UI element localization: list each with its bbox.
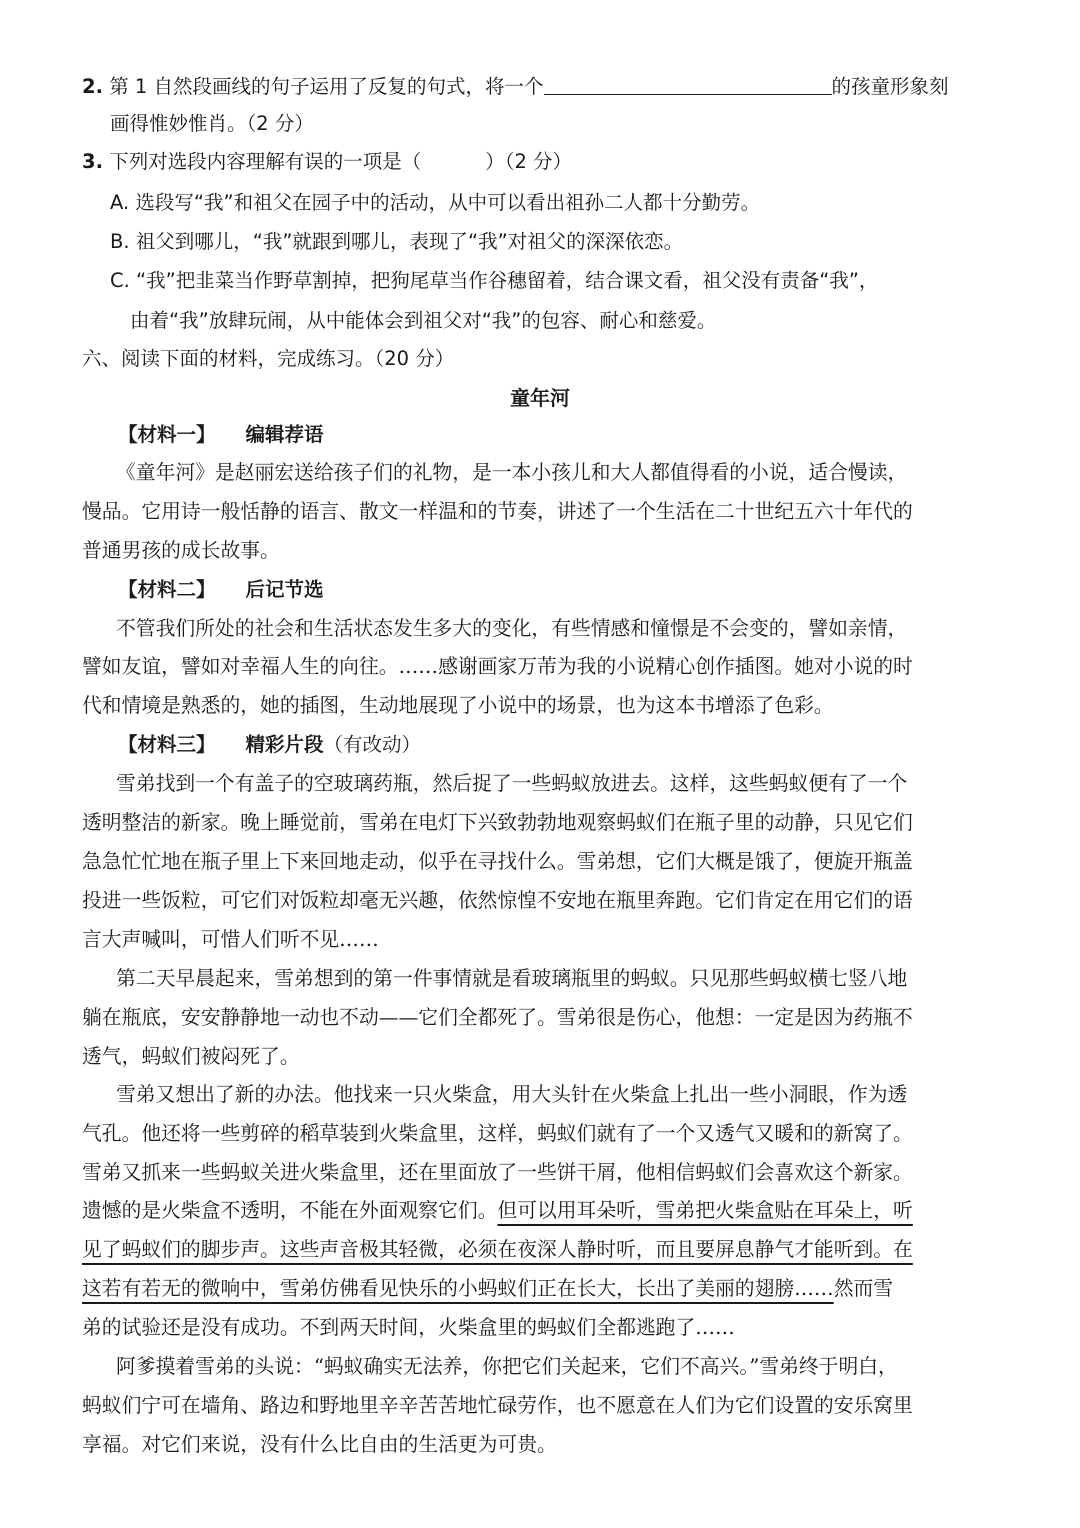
material3-p4-line: 蚂蚁们宁可在墙角、路边和野地里辛辛苦苦地忙碌劳作，也不愿意在人们为它们设置的安乐窝里 [82, 1394, 913, 1417]
material1-label: 【材料一】 [118, 423, 216, 446]
material3-p3-line [82, 1236, 913, 1264]
underlined-sentence: 但可以用耳朵听，雪弟把火柴盒贴在耳朵上，听 [497, 1199, 913, 1222]
underlined-sentence: 见了蚂蚁们的脚步声。这些声音极其轻微，必须在夜深人静时听，而且要屏息静气才能听到。在 [82, 1238, 913, 1261]
material3-p1-line: 急急忙忙地在瓶子里上下来回地走动，似乎在寻找什么。雪弟想，它们大概是饿了，便旋开瓶盖 [82, 850, 913, 873]
underlined-sentence: 这若有若无的微响中，雪弟仿佛看见快乐的小蚂蚁们正在长大，长出了美丽的翅膀…… [82, 1277, 834, 1300]
material1-line: 慢品。它用诗一般恬静的语言、散文一样温和的节奏，讲述了一个生活在二十世纪五六十年代的 [82, 500, 913, 523]
material1-subtitle: 编辑荐语 [245, 423, 324, 446]
q3-stem-after: ）（2 分） [485, 150, 573, 173]
q3-number: 3. [82, 150, 103, 173]
section6-heading: 六、阅读下面的材料，完成练习。（20 分） [82, 347, 455, 370]
q3-stem-before: 下列对选段内容理解有误的一项是（ [109, 150, 422, 173]
material3-p4-line: 享福。对它们来说，没有什么比自由的生活更为可贵。 [82, 1433, 557, 1456]
q3-option-a: A. 选段写“我”和祖父在园子中的活动，从中可以看出祖孙二人都十分勤劳。 [110, 191, 761, 214]
material3-p3-plain: 遗憾的是火柴盒不透明，不能在外面观察它们。 [82, 1199, 498, 1222]
material3-p2-line: 第二天早晨起来，雪弟想到的第一件事情就是看玻璃瓶里的蚂蚁。只见那些蚂蚁横七竖八地 [116, 967, 908, 990]
material3-label: 【材料三】 [118, 733, 216, 756]
material3-p2-line: 躺在瓶底，安安静静地一动也不动——它们全都死了。雪弟很是伤心，他想：一定是因为药瓶不 [82, 1006, 913, 1029]
q2-text-after: 的孩童形象刻 [831, 75, 949, 98]
material3-p3-line: 雪弟又想出了新的办法。他找来一只火柴盒，用大头针在火柴盒上扎出一些小洞眼，作为透 [116, 1083, 908, 1106]
q2-answer-blank[interactable] [544, 72, 832, 95]
material3-p1-line: 投进一些饭粒，可它们对饭粒却毫无兴趣，依然惊惶不安地在瓶里奔跑。它们肯定在用它们的语 [82, 889, 913, 912]
material1-line: 《童年河》是赵丽宏送给孩子们的礼物，是一本小孩儿和大人都值得看的小说，适合慢读， [116, 461, 908, 484]
material3-p2-line: 透气，蚂蚁们被闷死了。 [82, 1045, 300, 1068]
material3-p4-line: 阿爹摸着雪弟的头说：“蚂蚁确实无法养，你把它们关起来，它们不高兴。”雪弟终于明白， [116, 1355, 898, 1378]
material3-p3-line: 弟的试验还是没有成功。不到两天时间，火柴盒里的蚂蚁们全都逃跑了…… [82, 1316, 735, 1339]
q2-line2: 画得惟妙惟肖。（2 分） [110, 112, 314, 135]
material2-line: 代和情境是熟悉的，她的插图，生动地展现了小说中的场景，也为这本书增添了色彩。 [82, 694, 834, 717]
passage-title: 童年河 [510, 386, 570, 410]
material3-note: （有改动） [323, 733, 422, 756]
material3-p3-line: 气孔。他还将一些剪碎的稻草装到火柴盒里，这样，蚂蚁们就有了一个又透气又暖和的新窝了。 [82, 1122, 913, 1145]
q2-number: 2. [82, 75, 103, 98]
material3-p1-line: 透明整洁的新家。晚上睡觉前，雪弟在电灯下兴致勃勃地观察蚂蚁们在瓶子里的动静，只见它们 [82, 811, 913, 834]
q3-stem [82, 148, 572, 176]
q2-text-before: 第 1 自然段画线的句子运用了反复的句式，将一个 [109, 75, 544, 98]
material3-p1-line: 言大声喊叫，可惜人们听不见…… [82, 928, 379, 951]
material2-line: 不管我们所处的社会和生活状态发生多大的变化，有些情感和憧憬是不会变的，譬如亲情， [116, 617, 908, 640]
q3-option-b: B. 祖父到哪儿，“我”就跟到哪儿，表现了“我”对祖父的深深依恋。 [110, 230, 684, 253]
material3-p3-line: 雪弟又抓来一些蚂蚁关进火柴盒里，还在里面放了一些饼干屑，他相信蚂蚁们会喜欢这个新家。 [82, 1161, 913, 1184]
q3-option-c-line1: C. “我”把韭菜当作野草割掉，把狗尾草当作谷穗留着，结合课文看，祖父没有责备“我”， [110, 269, 879, 292]
material2-line: 譬如友谊，譬如对幸福人生的向往。……感谢画家万芾为我的小说精心创作插图。她对小说的时 [82, 655, 913, 678]
q2-line1 [82, 72, 949, 101]
material1-line: 普通男孩的成长故事。 [82, 539, 280, 562]
material3-p1-line: 雪弟找到一个有盖子的空玻璃药瓶，然后捉了一些蚂蚁放进去。这样，这些蚂蚁便有了一个 [116, 772, 908, 795]
material3-header [118, 731, 421, 759]
material3-p3-plain: 然而雪 [833, 1277, 894, 1300]
material2-label: 【材料二】 [118, 578, 216, 601]
material1-header [118, 421, 324, 449]
material3-p3-line [82, 1275, 893, 1303]
material2-header [118, 576, 324, 604]
material3-subtitle: 精彩片段 [245, 733, 324, 756]
q3-option-c-line2: 由着“我”放肆玩闹，从中能体会到祖父对“我”的包容、耐心和慈爱。 [130, 309, 717, 332]
material3-p3-line [82, 1197, 913, 1225]
material2-subtitle: 后记节选 [245, 578, 324, 601]
